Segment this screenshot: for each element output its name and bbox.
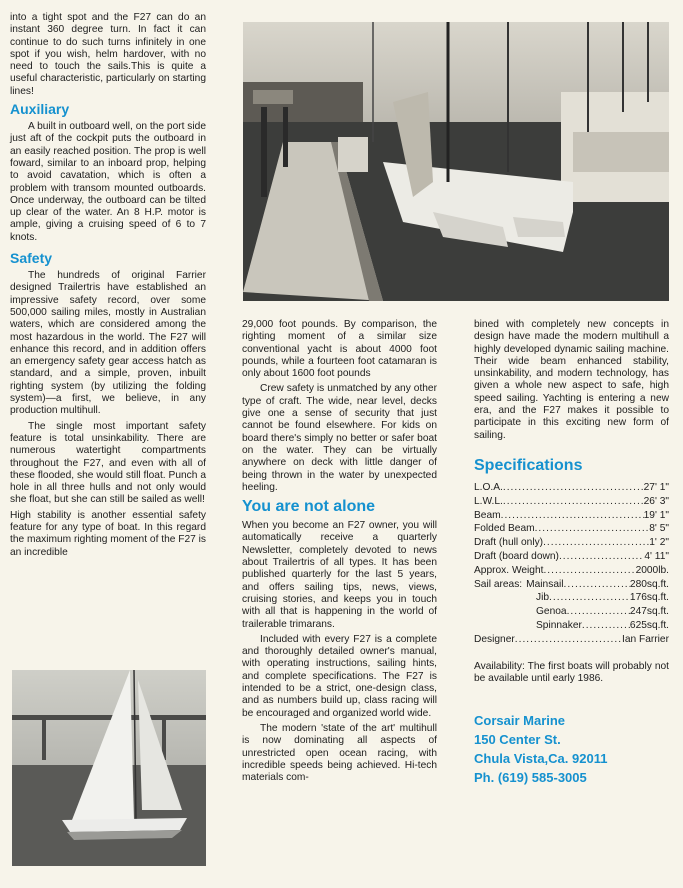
manual-paragraph: Included with every F27 is a complete and thoroughly detailed owner's manual, with operating instructions, sailing hints, and complete specifications. The F27 is intended to be a strict, one-design class, and as numbers build up, class racing will be encouraged and organized world wide.	[242, 633, 437, 719]
safety-paragraph-1: The hundreds of original Farrier designed Trailertris have established an impressive safety record, over some 500,000 sailing miles, mostly in Australian waters, which are considered among the most hazardous in the world. The F27 will enhance this record, and in addition offers an emergency safety gear access hatch as standard, and a simple, proven, inbuilt righting system (by utilizing the folding system)—a first, we believe, in any production multihull.	[10, 270, 206, 417]
phone-number: Ph. (619) 585-3005	[474, 770, 587, 786]
spec-label: Draft (hull only)	[474, 537, 544, 549]
spec-row	[474, 564, 669, 578]
spec-value: 26' 3"	[643, 495, 669, 507]
specifications-heading: Specifications	[474, 456, 583, 474]
spec-row	[474, 522, 669, 536]
safety-paragraph-3: High stability is another essential safety feature for any type of boat. In this regard the maximum righting moment of the F27 is an incredible	[10, 509, 206, 558]
spec-label: Folded Beam	[474, 523, 535, 535]
sailing-illustration	[12, 670, 206, 866]
intro-paragraph: into a tight spot and the F27 can do an instant 360 degree turn. In fact it can continue to do such turns infinitely in one spot if you wish, helm hardover, with no need to touch the sails.This is quite a useful characteristic, particularly on starting lines!	[10, 12, 206, 97]
spec-row	[474, 536, 669, 550]
spec-value: 27' 1"	[643, 481, 669, 493]
sail-value: 176sq.ft.	[629, 592, 669, 604]
crew-safety-paragraph: Crew safety is unmatched by any other type of craft. The wide, near level, decks give one a sense of security that just cannot be found elsewhere. For kids on board there's simply no better or safer boat on the water. They can be virtually anywhere on deck with little danger of being thrown in the water by unexpected heeling.	[242, 383, 437, 493]
contact-block	[474, 711, 669, 787]
sail-row	[474, 578, 669, 592]
column-left	[10, 12, 206, 562]
availability-paragraph: Availability: The first boats will probably not be available until early 1986.	[474, 660, 669, 684]
sail-label: Mainsail	[526, 578, 564, 590]
street-address: 150 Center St.	[474, 732, 561, 748]
newsletter-paragraph: When you become an F27 owner, you will automatically receive a quarterly Newsletter, completely devoted to news about Trailertris of all types. It has been published quarterly for the last 5 years, and offers sailing tips, news, views, cruising stories, and keeps you in touch with all that is happening in the world of trailerable trimarans.	[242, 520, 437, 630]
sail-value: 280sq.ft.	[629, 578, 669, 590]
auxiliary-heading: Auxiliary	[10, 101, 70, 118]
designer-row	[474, 633, 669, 647]
not-alone-heading: You are not alone	[242, 498, 376, 516]
spec-value: 2000lb.	[635, 564, 669, 576]
sail-label: Genoa	[536, 606, 567, 618]
spec-label: L.O.A.	[474, 481, 503, 493]
spec-row	[474, 509, 669, 523]
marina-photo	[243, 22, 669, 301]
designer-value: Ian Farrier	[622, 633, 669, 645]
spec-value: 4' 11"	[644, 550, 669, 562]
righting-paragraph: 29,000 foot pounds. By comparison, the righting moment of a similar size conventional yacht is about 4000 foot pounds, while a fourteen foot catamaran is only about 1600 foot pounds	[242, 319, 437, 380]
spec-row	[474, 481, 669, 495]
spec-row	[474, 550, 669, 564]
city-address: Chula Vista,Ca. 92011	[474, 751, 608, 767]
safety-heading: Safety	[10, 250, 53, 267]
company-name: Corsair Marine	[474, 713, 566, 729]
spec-label: L.W.L.	[474, 495, 503, 507]
spec-row	[474, 495, 669, 509]
sail-row	[474, 591, 669, 605]
designer-label: Designer	[474, 633, 515, 645]
modern-multihull-paragraph: The modern 'state of the art' multihull is now dominating all aspects of unrestricted open ocean racing, with incredible speeds being achieved. Hi-tech materials com-	[242, 722, 437, 784]
column-right	[474, 319, 669, 787]
spec-label: Beam	[474, 509, 501, 521]
auxiliary-paragraph: A built in outboard well, on the port side just aft of the cockpit puts the outboard in an easily reached position. The prop is well foward, similar to an inboard prop, helping to avoid cavatation, which is often a problem with transom mounted outboards. Once underway, the outboard can be tilted up clear of the water. An 8 H.P. motor is ample, giving a cruising speed of 6 to 7 knots.	[10, 121, 206, 243]
safety-paragraph-2: The single most important safety feature is total unsinkability. There are numerous watertight compartments throughout the F27, and even with all of these flooded, she would still float. Punch a hole in all three hulls and not only would she float, but she can still be sailed as well!	[10, 420, 206, 506]
sail-label: Jib	[536, 592, 550, 604]
spec-value: 1' 2"	[649, 537, 669, 549]
sail-value: 247sq.ft.	[629, 606, 669, 618]
sail-value: 625sq.ft.	[629, 619, 669, 631]
spec-value: 19' 1"	[643, 509, 669, 521]
sail-row	[474, 605, 669, 619]
spec-list	[474, 481, 669, 647]
spec-value: 8' 5"	[649, 523, 669, 535]
sail-areas-label: Sail areas:	[474, 578, 523, 590]
sail-row	[474, 619, 669, 633]
concepts-paragraph: bined with completely new concepts in design have made the modern multihull a highly developed dynamic sailing machine. Their wide beam enhanced stability, unsinkability, and modern technology, has given a whole new aspect to safe, high speed sailing. Yachting is entering a new era, and the F27 makes it possible to participate in this exciting new form of sailing.	[474, 319, 669, 441]
spec-label: Draft (board down)	[474, 550, 559, 562]
spec-label: Approx. Weight	[474, 564, 544, 576]
column-middle	[242, 319, 437, 787]
marina-illustration	[243, 22, 669, 301]
sail-label: Spinnaker	[536, 619, 582, 631]
sailing-photo	[12, 670, 206, 866]
